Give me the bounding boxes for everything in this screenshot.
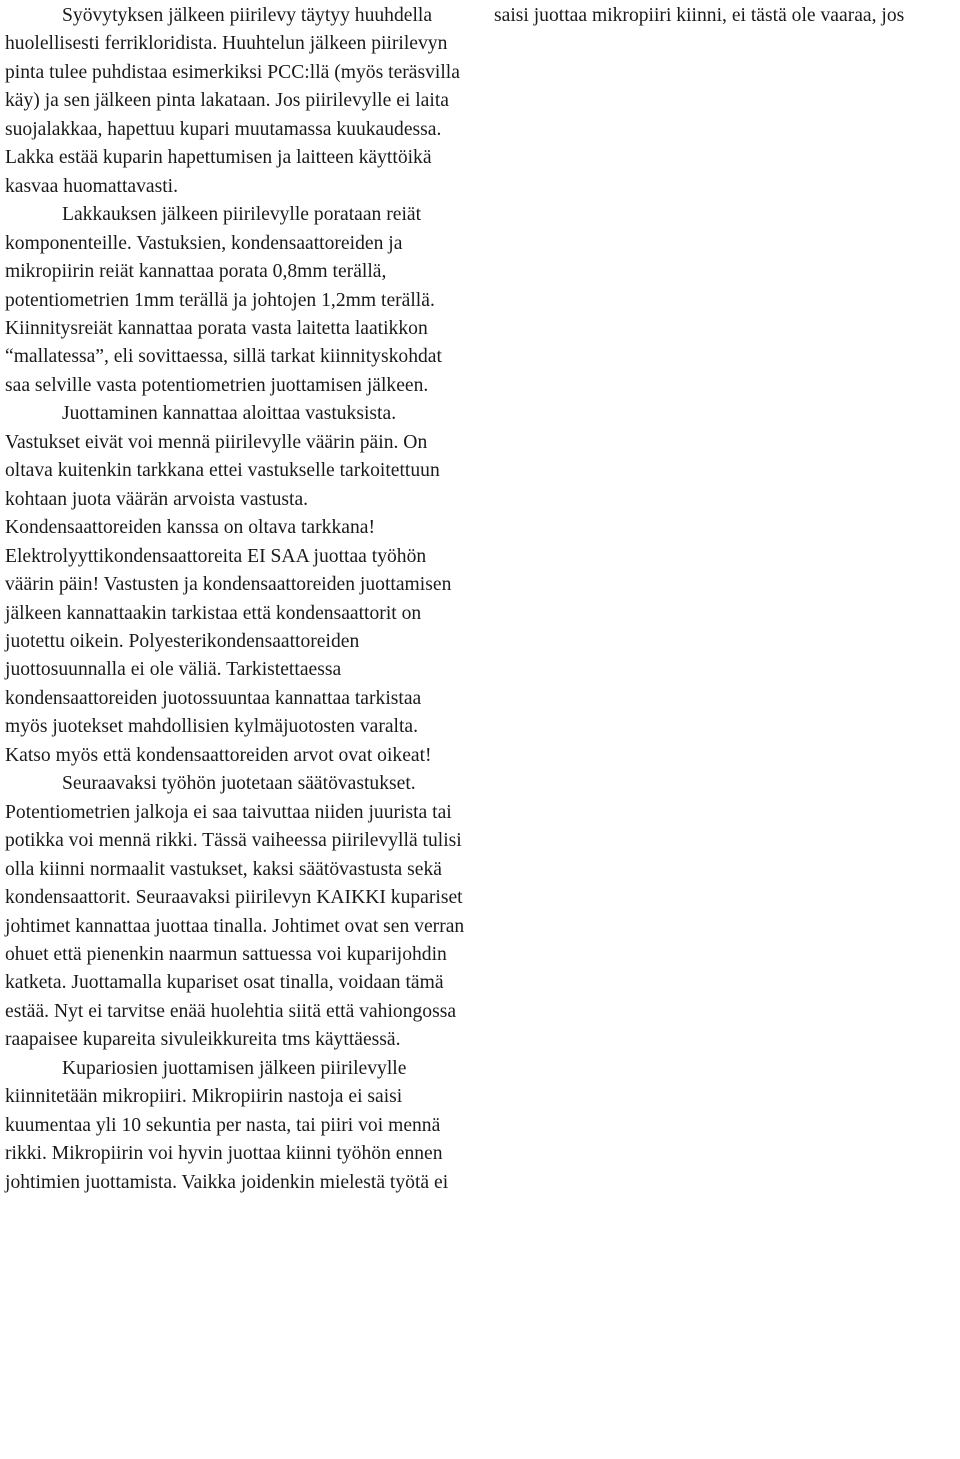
paragraph-rinsing-lacquering: Syövytyksen jälkeen piirilevy täytyy huuhdella huolellisesti ferrikloridista. Huuhtelun jälkeen piirilevyn pinta tulee puhdistaa esimerkiksi PCC:llä (myös teräsvilla käy) ja sen jälkeen pinta lakataan. Jos piirilevylle ei laita suojalakkaa, hapettuu kupari muutamassa kuukaudessa. Lakka estää kuparin hapettumisen ja laitteen käyttöikä kasvaa huomattavasti. <box>5 5 460 197</box>
paragraph-drilling-holes: Lakkauksen jälkeen piirilevylle porataan reiät komponenteille. Vastuksien, kondensaattoreiden ja mikropiirin reiät kannattaa porata 0,8mm terällä, potentiometrien 1mm terällä ja johtojen 1,2mm terällä. Kiinnitysreiät kannattaa porata vasta laitetta laatikkon “mallatessa”, eli sovittaessa, sillä tarkat kiinnityskohdat saa selville vasta potentiometrien juottamisen jälkeen. <box>5 204 442 396</box>
paragraph-trimmer-resistors: Seuraavaksi työhön juotetaan säätövastukset. Potentiometrien jalkoja ei saa taivuttaa niiden juurista tai potikka voi mennä rikki. Tässä vaiheessa piirilevyllä tulisi olla kiinni normaalit vastukset, kaksi säätövastusta sekä kondensaattorit. Seuraavaksi piirilevyn KAIKKI kupariset johtimet kannattaa juottaa tinalla. Johtimet ovat sen verran ohuet että pienenkin naarmun sattuessa voi kuparijohdin katketa. Juottamalla kupariset osat tinalla, voidaan tämä estää. Nyt ei tarvitse enää huolehtia siitä että vahiongossa raapaisee kupareita sivuleikkureita tms käyttäessä. <box>5 773 465 1051</box>
paragraph-microchip-start: Kupariosien juottamisen jälkeen piirilevylle kiinnitetään mikropiiri. Mikropiirin nastoja ei saisi kuumentaa yli 10 sekuntia per nasta, tai piiri voi mennä rikki. Mikropiirin voi hyvin juottaa kiinni työhön ennen johtimien juottamista. Vaikka joidenkin mielestä työtä ei <box>5 1057 449 1193</box>
right-text-column <box>494 2 956 30</box>
paragraph-microchip-continued: saisi juottaa mikropiiri kiinni, ei tästä ole vaaraa, jos <box>494 5 905 26</box>
left-text-column <box>5 2 467 1197</box>
paragraph-soldering-resistors: Juottaminen kannattaa aloittaa vastuksista. Vastukset eivät voi mennä piirilevylle väärin päin. On oltava kuitenkin tarkkana ettei vastukselle tarkoitettuun kohtaan juota väärän arvoista vastusta. Kondensaattoreiden kanssa on oltava tarkkana! Elektrolyyttikondensaattoreita EI SAA juottaa työhön väärin päin! Vastusten ja kondensaattoreiden juottamisen jälkeen kannattaakin tarkistaa että kondensaattorit on juotettu oikein. Polyesterikondensaattoreiden juottosuunnalla ei ole väliä. Tarkistettaessa kondensaattoreiden juotossuuntaa kannattaa tarkistaa myös juotekset mahdollisien kylmäjuotosten varalta. Katso myös että kondensaattoreiden arvot ovat oikeat! <box>5 403 452 766</box>
